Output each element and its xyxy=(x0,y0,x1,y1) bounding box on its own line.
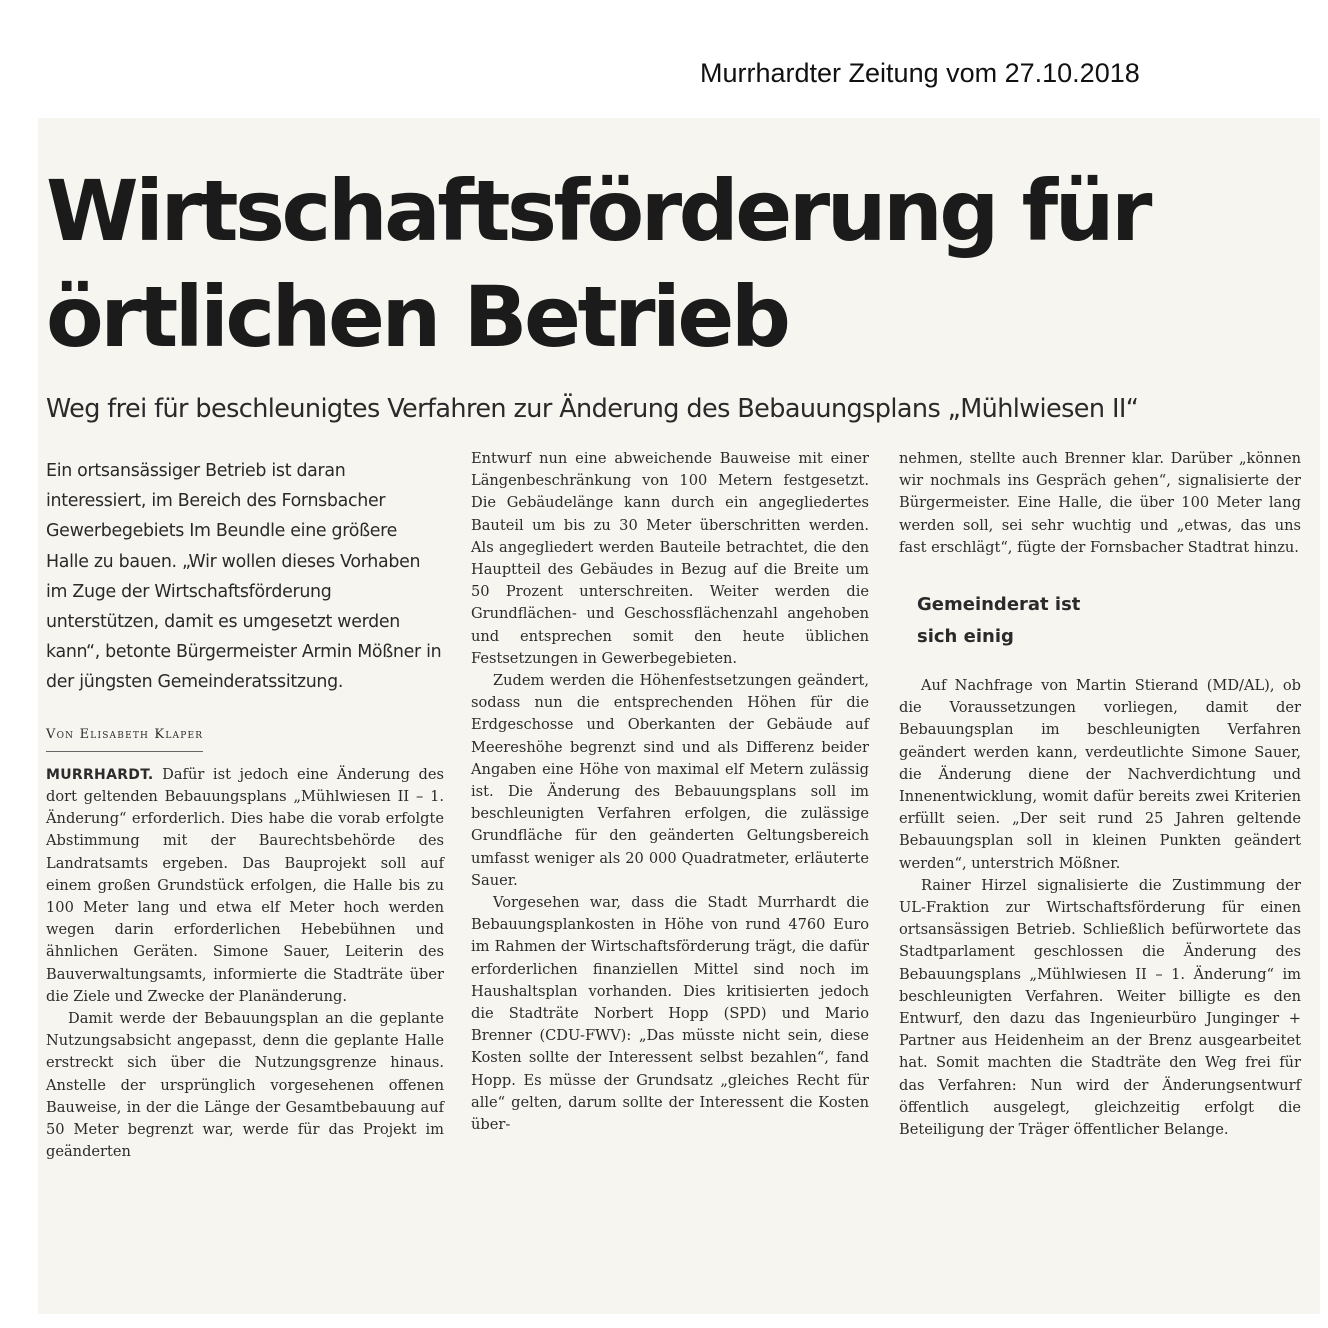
lead-paragraph: Ein ortsansässiger Betrieb ist daran interessiert, im Bereich des Fornsbacher Gewerbegebiets Im Beundle eine größere Halle zu bauen. „Wir wollen dieses Vorhaben im Zuge der Wirtschaftsförderung unterstützen, damit es umgesetzt werden kann“, betonte Bürgermeister Armin Mößner in der jüngsten Gemeinderatssitzung. xyxy=(46,461,442,693)
dateline: MURRHARDT. xyxy=(46,766,154,783)
headline xyxy=(46,158,1316,370)
subhead-line-1: Gemeinderat ist xyxy=(917,594,1081,616)
column-2 xyxy=(471,448,869,1136)
section-subhead xyxy=(917,589,1301,653)
paragraph-4: Zudem werden die Höhenfestsetzungen geändert, sodass nun die entsprechenden Höhen für die Erdgeschosse und Oberkanten der Gebäude auf Meereshöhe begrenzt sind und als Differenz beider Angaben eine Höhe von maximal elf Metern zulässig ist. Die Änderung des Bebauungsplans soll im beschleunigten Verfahren erfolgen, die zulässige Grundfläche für den geänderten Geltungsbereich umfasst weniger als 20 000 Quadratmeter, erläuterte Sauer. xyxy=(471,672,869,889)
subheadline: Weg frei für beschleunigtes Verfahren zur Änderung des Bebauungsplans „Mühlwiesen II“ xyxy=(46,394,1139,424)
paragraph-3: Entwurf nun eine abweichende Bauweise mit einer Längenbeschränkung von 100 Metern festgesetzt. Die Gebäudelänge kann durch ein angegliedertes Bauteil um bis zu 30 Meter überschritten werden. Als angegliedert werden Bauteile betrachtet, die den Hauptteil des Gebäudes in Bezug auf die Breite um 50 Prozent unterschreiten. Weiter werden die Grundflächen- und Geschossflächenzahl angehoben und entsprechen somit den heute üblichen Festsetzungen in Gewerbegebieten. xyxy=(471,450,869,667)
source-line: Murrhardter Zeitung vom 27.10.2018 xyxy=(700,58,1140,88)
column-1 xyxy=(46,456,444,1163)
paragraph-2: Damit werde der Bebauungsplan an die geplante Nutzungsabsicht angepasst, denn die geplante Halle erstreckt sich über die Nutzungsgrenze hinaus. Anstelle der ursprünglich vorgesehenen offenen Bauweise, in der die Länge der Gesamtbebauung auf 50 Meter begrenzt war, werde für das Projekt im geänderten xyxy=(46,1010,444,1161)
paragraph-1-text: Dafür ist jedoch eine Änderung des dort geltenden Bebauungsplans „Mühlwiesen II – 1. Änderung“ erforderlich. Dies habe die vorab erfolgte Abstimmung mit der Baurechtsbehörde des Landratsamts ergeben. Das Bauprojekt soll auf einem großen Grundstück erfolgen, die Halle bis zu 100 Meter lang und etwa elf Meter hoch werden wegen darin erforderlichen Hebebühnen und ähnlichen Geräten. Simone Sauer, Leiterin des Bauverwaltungsamts, informierte die Stadträte über die Ziele und Zwecke der Planänderung. xyxy=(46,765,444,1005)
subhead-line-2: sich einig xyxy=(917,626,1014,648)
paragraph-8: Rainer Hirzel signalisierte die Zustimmung der UL-Fraktion zur Wirtschaftsförderung für einen ortsansässigen Betrieb. Schließlich befürwortete das Stadtparlament geschlossen die Änderung des Bebauungsplans „Mühlwiesen II – 1. Änderung“ im beschleunigten Verfahren. Weiter billigte es den Entwurf, den dazu das Ingenieurbüro Junginger + Partner aus Heidenheim an der Brenz ausgearbeitet hat. Somit machten die Stadträte den Weg frei für das Verfahren: Nun wird der Änderungsentwurf öffentlich ausgelegt, gleichzeitig erfolgt die Beteiligung der Träger öffentlicher Belange. xyxy=(899,876,1301,1139)
paragraph-1 xyxy=(46,764,444,1008)
byline-wrapper xyxy=(46,698,444,752)
newspaper-clipping xyxy=(38,118,1320,1314)
paragraph-5: Vorgesehen war, dass die Stadt Murrhardt die Bebauungsplankosten in Höhe von rund 4760 Euro im Rahmen der Wirtschaftsförderung trägt, die dafür erforderlichen finanziellen Mittel sind noch im Haushaltsplan vorhanden. Dies kritisierten jedoch die Stadträte Norbert Hopp (SPD) und Mario Brenner (CDU-FWV): „Das müsste nicht sein, diese Kosten sollte der Interessent selbst bezahlen“, fand Hopp. Es müsse der Grundsatz „gleiches Recht für alle“ gelten, darum sollte der Interessent die Kosten über- xyxy=(471,894,869,1134)
headline-line-2: örtlichen Betrieb xyxy=(46,268,788,366)
byline: Von Elisabeth Klaper xyxy=(46,724,203,752)
paragraph-7: Auf Nachfrage von Martin Stierand (MD/AL), ob die Voraussetzungen vorliegen, damit der Bebauungsplan im beschleunigten Verfahren geändert werden kann, verdeutlichte Simone Sauer, die Änderung diene der Nachverdichtung und Innenentwicklung, womit dafür bereits zwei Kriterien erfüllt seien. „Der seit rund 25 Jahren geltende Bebauungsplan soll in kleinen Punkten geändert werden“, unterstrich Mößner. xyxy=(899,677,1301,872)
paragraph-6: nehmen, stellte auch Brenner klar. Darüber „können wir nochmals ins Gespräch gehen“, signalisierte der Bürgermeister. Eine Halle, die über 100 Meter lang werden soll, sei sehr wuchtig und „etwas, das uns fast erschlägt“, fügte der Fornsbacher Stadtrat hinzu. xyxy=(899,450,1301,556)
headline-line-1: Wirtschaftsförderung für xyxy=(46,162,1149,260)
column-3 xyxy=(899,448,1301,1141)
